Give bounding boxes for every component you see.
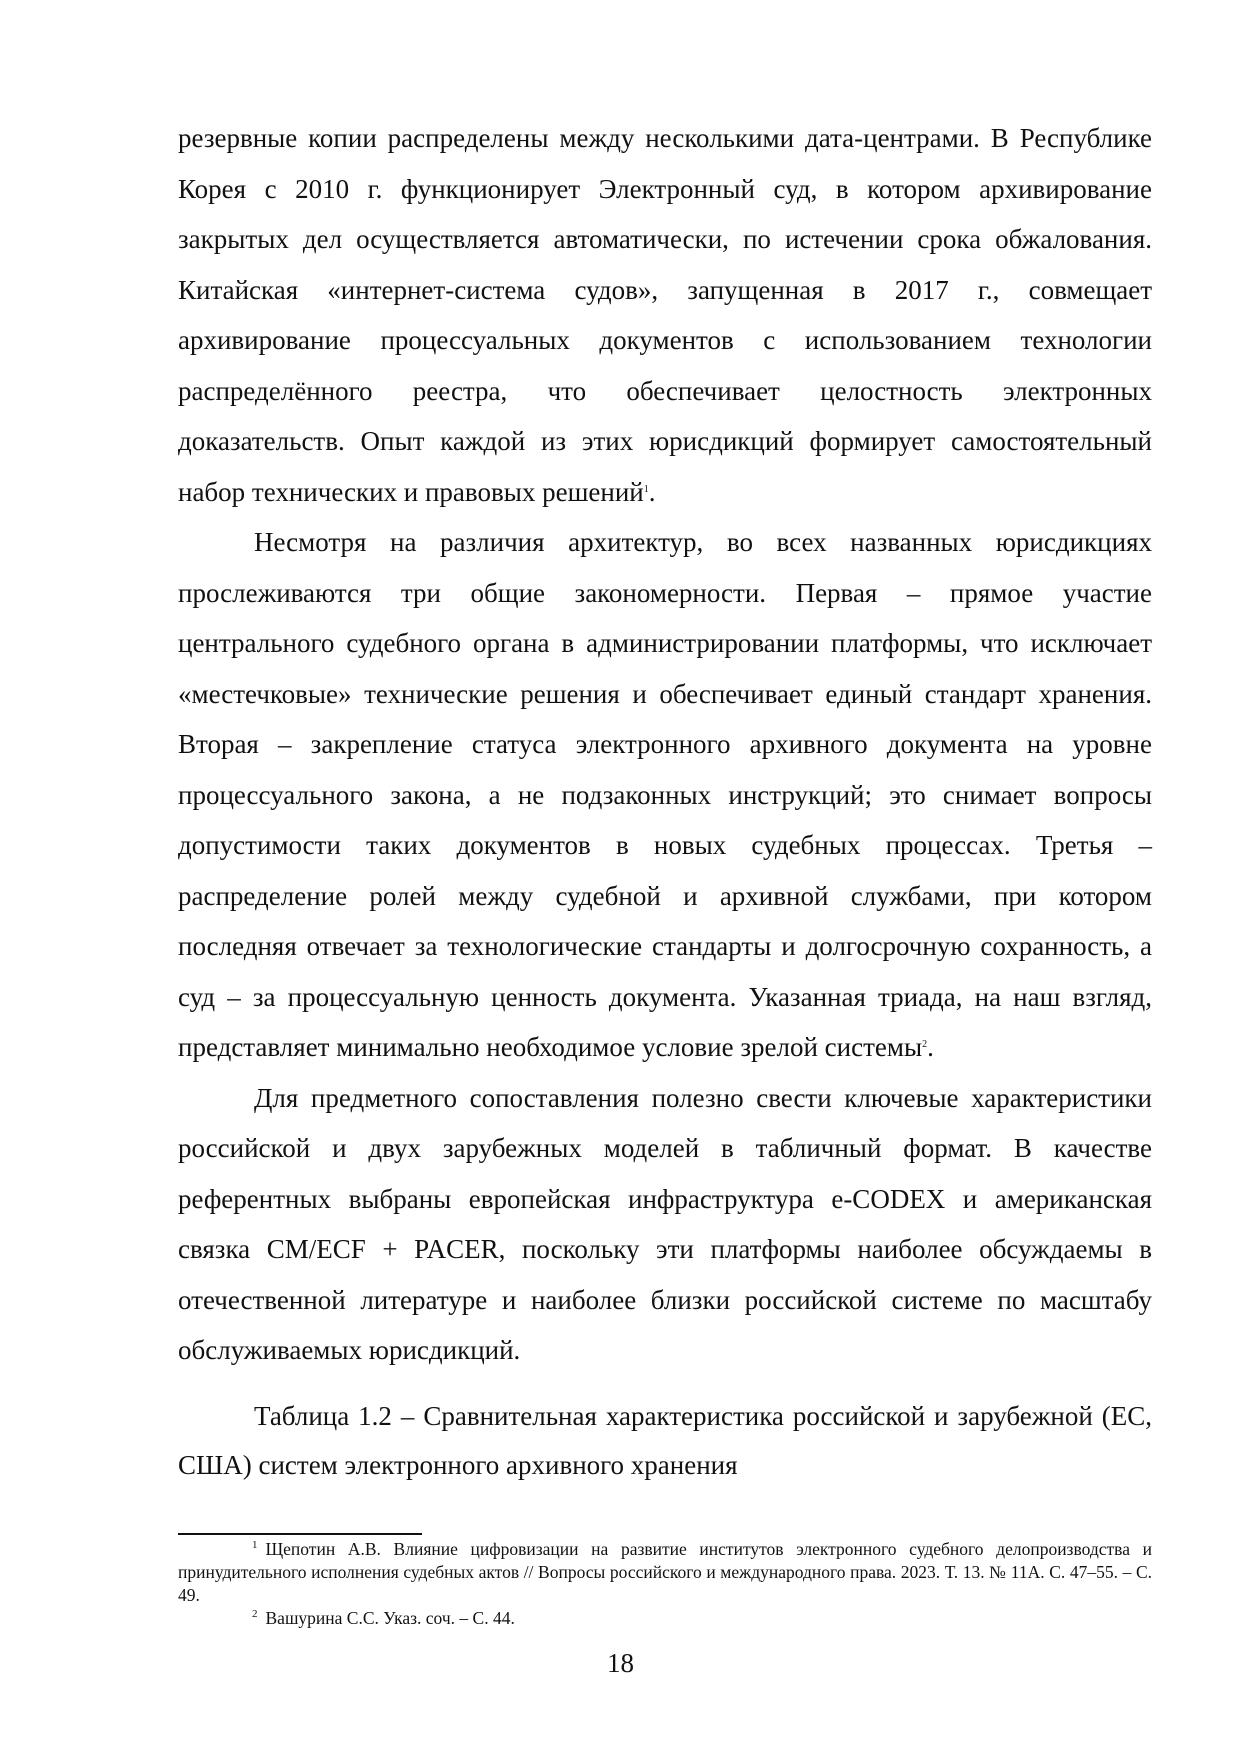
footnote	[178, 1607, 1152, 1630]
footnote-marker: 2	[252, 1608, 258, 1620]
document-body	[178, 113, 1152, 1490]
paragraph-text: Несмотря на различия архитектур, во всех названных юрисдикциях прослеживаются три общие закономерности. Первая – прямое участие центрального судебного органа в администрировании платформы, что исключает «местечковые» технические решения и обеспечивает единый стандарт хранения. Вторая – закрепление статуса электронного архивного документа на уровне процессуального закона, а не подзаконных инструкций; это снимает вопросы допустимости таких документов в новых судебных процессах. Третья – распределение ролей между судебной и архивной службами, при котором последняя отвечает за технологические стандарты и долгосрочную сохранность, а суд – за процессуальную ценность документа. Указанная триада, на наш взгляд, представляет минимально необходимое условие зрелой системы	[178, 527, 1152, 1062]
table-caption: Таблица 1.2 – Сравнительная характеристика российской и зарубежной (ЕС, США) систем электронного архивного хранения	[178, 1400, 1152, 1480]
paragraph-end-punctuation: .	[648, 476, 656, 507]
paragraph-text: резервные копии распределены между несколькими дата-центрами. В Республике Корея с 2010 г. функционирует Электронный суд, в котором архивирование закрытых дел осуществляется автоматически, по истечении срока обжалования. Китайская «интернет-система судов», запущенная в 2017 г., совмещает архивирование процессуальных документов с использованием технологии распределённого реестра, что обеспечивает целостность электронных доказательств. Опыт каждой из этих юрисдикций формирует самостоятельный набор технических и правовых решений	[178, 123, 1152, 507]
footnote-text: Вашурина С.С. Указ. соч. – С. 44.	[265, 1608, 515, 1628]
paragraph	[178, 1073, 1152, 1376]
footnote-marker: 1	[252, 1539, 258, 1551]
footnote-reference[interactable]: 2	[922, 1039, 928, 1050]
paragraph-text: Для предметного сопоставления полезно свести ключевые характеристики российской и двух зарубежных моделей в табличный формат. В качестве референтных выбраны европейская инфраструктура e-CODEX и американская связка CM/ECF + PACER, поскольку эти платформы наиболее обсуждаемы в отечественной литературе и наиболее близки российской системе по масштабу обслуживаемых юрисдикций.	[178, 1082, 1152, 1365]
footnote	[178, 1538, 1152, 1607]
footnotes	[178, 1538, 1152, 1630]
footnote-reference[interactable]: 1	[643, 483, 649, 495]
paragraph	[178, 517, 1152, 1073]
page-number: 18	[607, 1648, 634, 1678]
footnote-text: Щепотин А.В. Влияние цифровизации на развитие институтов электронного судебного делопроизводства и принудительного исполнения судебных актов // Вопросы российского и международного права. 2023. Т. 13. № 11А. С. 47–55. – С. 49.	[178, 1539, 1152, 1605]
footnote-separator	[178, 1533, 422, 1535]
paragraph-end-punctuation: .	[927, 1032, 934, 1062]
paragraph	[178, 113, 1152, 517]
